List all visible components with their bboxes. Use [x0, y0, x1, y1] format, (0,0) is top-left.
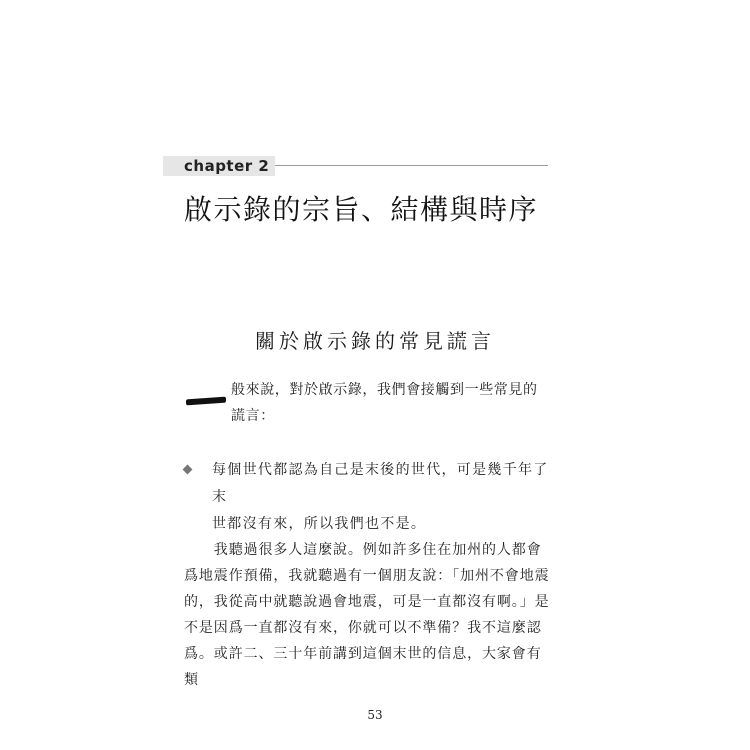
body-line: 的，我從高中就聽說過會地震，可是一直都沒有啊。」是: [184, 594, 550, 610]
chapter-divider: [275, 165, 548, 166]
body-line: 不是因爲一直都沒有來，你就可以不準備？我不這麼認: [184, 620, 542, 636]
dropcap-yi-glyph: [186, 397, 226, 406]
quoted-lie: [212, 457, 552, 538]
intro-paragraph: [231, 377, 551, 429]
body-line: 爲地震作預備，我就聽過有一個朋友說：「加州不會地震: [184, 568, 550, 584]
body-paragraph: [184, 537, 554, 693]
body-line: 我聽過很多人這麼說。例如許多住在加州的人都會: [184, 542, 542, 558]
quote-line: 世都沒有來，所以我們也不是。: [212, 516, 427, 532]
intro-line: 謊言：: [231, 408, 275, 424]
chapter-header: [163, 156, 548, 176]
section-heading: 關於啟示錄的常見謊言: [255, 329, 495, 353]
intro-line: 般來說，對於啟示錄，我們會接觸到一些常見的: [231, 382, 538, 398]
chapter-label: chapter 2: [163, 156, 275, 176]
chapter-title: 啟示錄的宗旨、結構與時序: [184, 193, 539, 226]
page-number: 53: [367, 708, 383, 722]
diamond-bullet-icon: [183, 465, 193, 475]
quote-line: 每個世代都認為自己是末後的世代，可是幾千年了末: [212, 462, 549, 505]
body-line: 爲。或許二、三十年前講到這個末世的信息，大家會有類: [184, 646, 542, 688]
